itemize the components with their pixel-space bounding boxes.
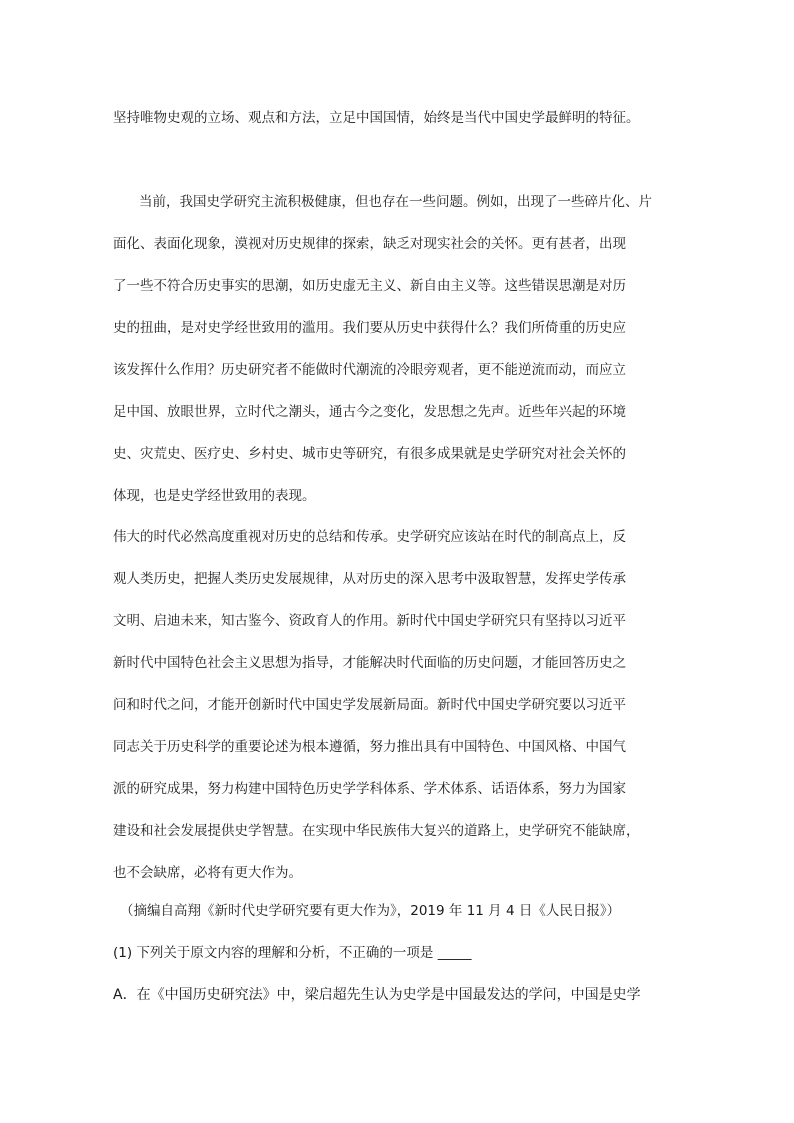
text-line: 史的扭曲，是对史学经世致用的滥用。我们要从历史中获得什么？我们所倚重的历史应 [113, 320, 626, 336]
text-line: 伟大的时代必然高度重视对历史的总结和传承。史学研究应该站在时代的制高点上，反 [113, 529, 626, 545]
text-line: 了一些不符合历史事实的思潮，如历史虚无主义、新自由主义等。这些错误思潮是对历 [113, 278, 626, 294]
text-line: 派的研究成果，努力构建中国特色历史学学科体系、学术体系、话语体系，努力为国家 [113, 781, 626, 797]
text-line: 体现，也是史学经世致用的表现。 [113, 488, 316, 504]
text-line: 足中国、放眼世界，立时代之潮头，通古今之变化，发思想之先声。近些年兴起的环境 [113, 404, 626, 420]
text-line: 史、灾荒史、医疗史、乡村史、城市史等研究，有很多成果就是史学研究对社会关怀的 [113, 446, 626, 462]
text-line: 新时代中国特色社会主义思想为指导，才能解决时代面临的历史问题，才能回答历史之 [113, 655, 626, 671]
text-line: 文明、启迪未来，知古鉴今、资政育人的作用。新时代中国史学研究只有坚持以习近平 [113, 613, 626, 629]
text-line: 观人类历史，把握人类历史发展规律，从对历史的深入思考中汲取智慧，发挥史学传承 [113, 571, 626, 587]
text-line: 问和时代之问，才能开创新时代中国史学发展新局面。新时代中国史学研究要以习近平 [113, 697, 626, 713]
question-stem: (1) 下列关于原文内容的理解和分析，不正确的一项是 _____ [113, 945, 472, 961]
text-line: 建设和社会发展提供史学智慧。在实现中华民族伟大复兴的道路上，史学研究不能缺席， [113, 823, 640, 839]
text-line: 同志关于历史科学的重要论述为根本遵循，努力推出具有中国特色、中国风格、中国气 [113, 739, 626, 755]
text-line: 坚持唯物史观的立场、观点和方法，立足中国国情，始终是当代中国史学最鲜明的特征。 [113, 110, 640, 126]
text-line: 该发挥什么作用？历史研究者不能做时代潮流的冷眼旁观者，更不能逆流而动，而应立 [113, 362, 626, 378]
choice-a: A．在《中国历史研究法》中，梁启超先生认为史学是中国最发达的学问，中国是史学 [113, 987, 641, 1003]
source-citation: （摘编自高翔《新时代史学研究要有更大作为》，2019 年 11 月 4 日《人民日报》） [120, 903, 621, 919]
text-line: 当前，我国史学研究主流积极健康，但也存在一些问题。例如，出现了一些碎片化、片 [139, 194, 652, 210]
text-line: 面化、表面化现象，漠视对历史规律的探索，缺乏对现实社会的关怀。更有甚者，出现 [113, 236, 626, 252]
text-line: 也不会缺席，必将有更大作为。 [113, 865, 302, 881]
